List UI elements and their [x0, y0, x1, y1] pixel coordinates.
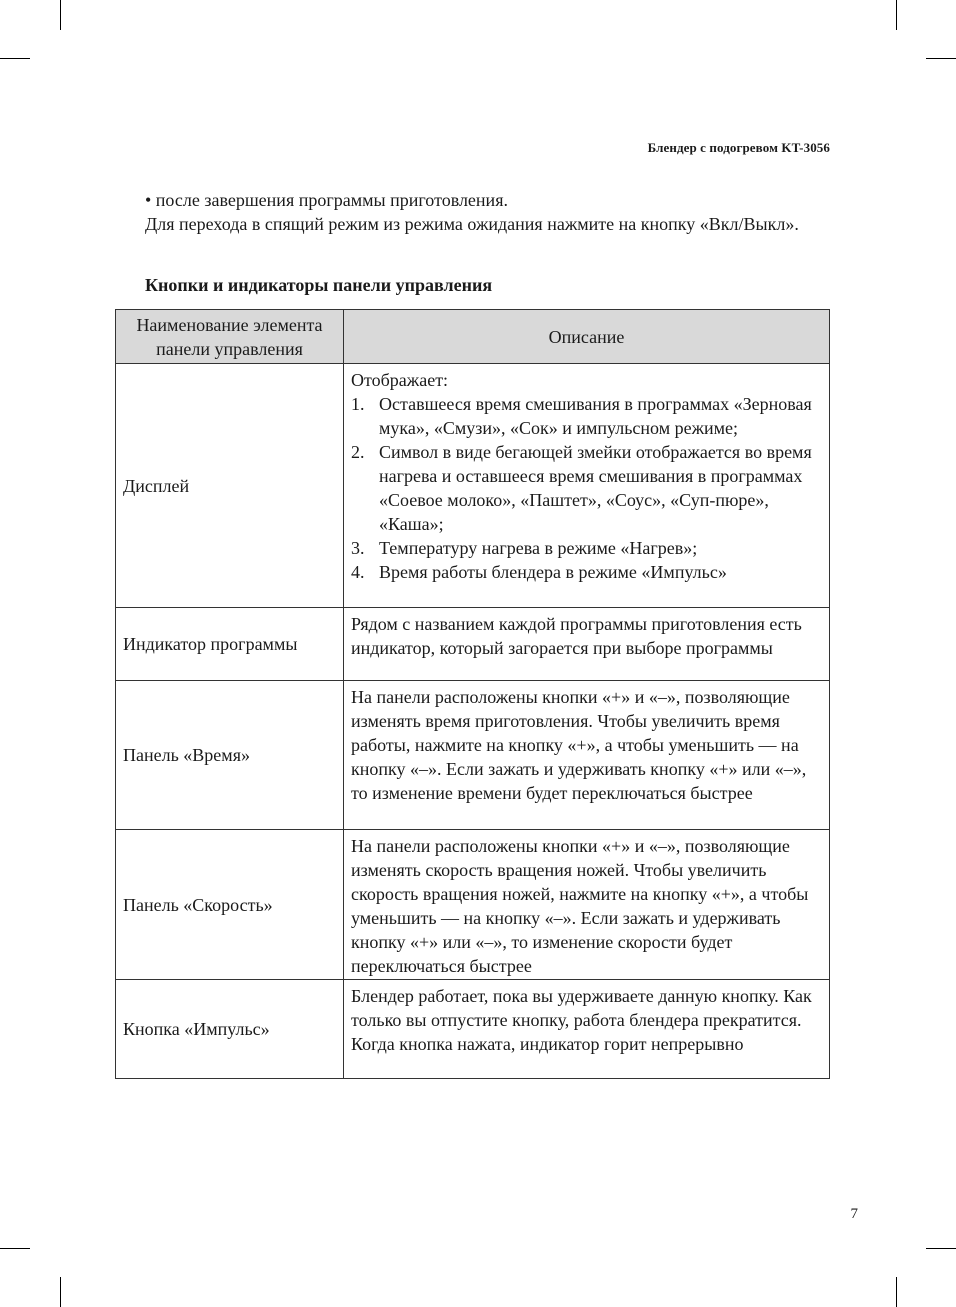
- list-item: 1. Оставшееся время смешивания в программах «Зерновая мука», «Смузи», «Сок» и импульсном режиме;: [351, 394, 812, 438]
- list-item: 3. Температуру нагрева в режиме «Нагрев»;: [351, 538, 698, 558]
- section-title: Кнопки и индикаторы панели управления: [145, 275, 493, 295]
- header-description: Описание: [344, 310, 830, 364]
- bullet-item: • после завершения программы приготовления.: [145, 190, 508, 210]
- row-description: На панели расположены кнопки «+» и «–», позволяющие изменять скорость вращения ножей. Чтобы увеличить скорость вращения ножей, нажмите на кнопку «+», а чтобы уменьшить — на кнопку «–». Если зажать и удерживать кнопку «+» или «–», то изменение скорости будет переключаться быстрее: [344, 830, 830, 980]
- crop-mark: [0, 58, 30, 59]
- row-description: Рядом с названием каждой программы приготовления есть индикатор, который загорается при выборе программы: [344, 608, 830, 681]
- table-row: [116, 980, 830, 1079]
- crop-mark: [926, 1248, 956, 1249]
- page-number: 7: [850, 1206, 858, 1222]
- row-description: Блендер работает, пока вы удерживаете данную кнопку. Как только вы отпустите кнопку, работа блендера прекратится. Когда кнопка нажата, индикатор горит непрерывно: [344, 980, 830, 1079]
- row-name: Панель «Время»: [116, 681, 344, 830]
- row-name: Дисплей: [116, 364, 344, 608]
- row-description: [344, 364, 830, 608]
- intro-text: [115, 188, 830, 236]
- crop-mark: [0, 1248, 30, 1249]
- list-item: 4. Время работы блендера в режиме «Импульс»: [351, 562, 727, 582]
- table-row: [116, 830, 830, 980]
- row-description: На панели расположены кнопки «+» и «–», позволяющие изменять время приготовления. Чтобы увеличить время работы, нажмите на кнопку «+», а чтобы уменьшить — на кнопку «–». Если зажать и удерживать кнопку «+» или «–», то изменение времени будет переключаться быстрее: [344, 681, 830, 830]
- display-intro: Отображает:: [351, 370, 449, 390]
- crop-mark: [896, 0, 897, 30]
- row-name: Индикатор программы: [116, 608, 344, 681]
- crop-mark: [926, 58, 956, 59]
- row-name: Кнопка «Импульс»: [116, 980, 344, 1079]
- table-row: [116, 608, 830, 681]
- running-header: Блендер с подогревом KT-3056: [647, 140, 830, 155]
- list-item: 2. Символ в виде бегающей змейки отображается во время нагрева и оставшееся время смешивания в программах «Соевое молоко», «Паштет», «Соус», «Суп-пюре», «Каша»;: [351, 442, 812, 534]
- crop-mark: [60, 1277, 61, 1307]
- header-name: Наименование элемента панели управления: [116, 310, 344, 364]
- controls-table: [115, 309, 830, 1079]
- table-row: [116, 364, 830, 608]
- display-items: [351, 392, 822, 584]
- table-row: [116, 681, 830, 830]
- intro-paragraph: Для перехода в спящий режим из режима ожидания нажмите на кнопку «Вкл/Выкл».: [145, 214, 799, 234]
- table-header-row: [116, 310, 830, 364]
- crop-mark: [896, 1277, 897, 1307]
- crop-mark: [60, 0, 61, 30]
- row-name: Панель «Скорость»: [116, 830, 344, 980]
